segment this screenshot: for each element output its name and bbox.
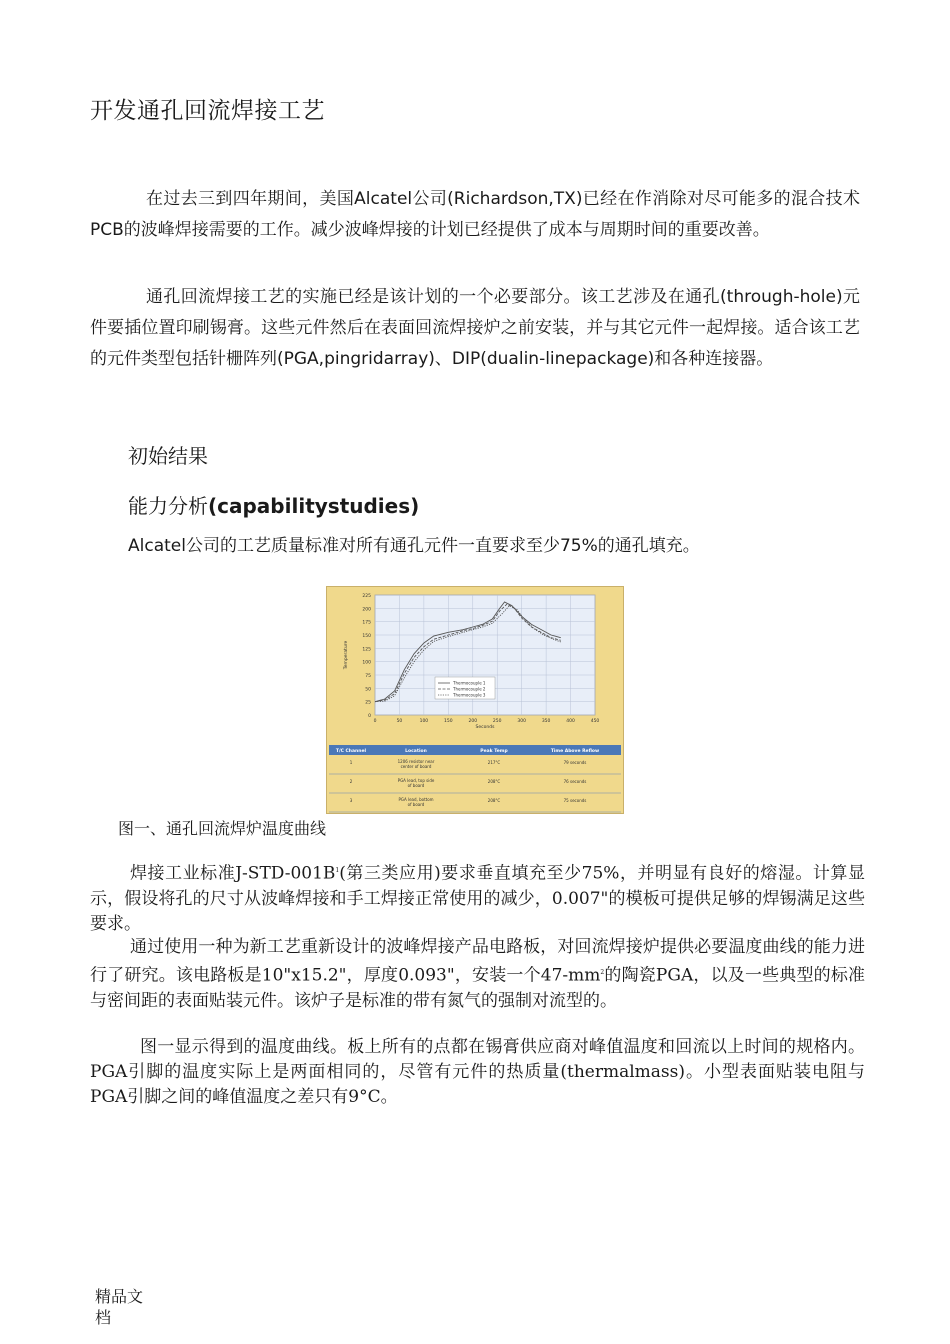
x-tick-label: 200 — [468, 719, 478, 724]
table-cell: center of board — [400, 764, 432, 769]
figure-caption: 图一、通孔回流焊炉温度曲线 — [118, 819, 327, 838]
x-tick-label: 400 — [566, 719, 575, 724]
y-tick-label: 50 — [365, 687, 371, 693]
table-cell: PGA lead, bottom — [398, 797, 434, 802]
table-cell: 208°C — [487, 779, 501, 784]
paragraph3-text-a: 焊接工业标准J-STD-001B — [130, 863, 336, 884]
heading-capability-cn: 能力分析 — [128, 494, 208, 518]
paragraph-results: 图一显示得到的温度曲线。板上所有的点都在锡膏供应商对峰值温度和回流以上时间的规格内。PGA引脚的温度实际上是两面相同的，尽管有元件的热质量(thermalmass)。小型表面贴装电阻与PGA引脚之间的峰值温度之差只有9°C。 — [90, 1037, 865, 1107]
paragraph4-text-a: 通过使用一种为新工艺重新设计的波峰焊接产品电路板，对回流焊接炉提供必要温度曲线的能力进行了研究。该电路板是10"x15.2"，厚度0.093"，安装一个47-mm — [90, 937, 865, 986]
table-cell: PGA lead, top side — [397, 778, 435, 783]
table-cell: 208°C — [487, 798, 501, 803]
x-tick-label: 350 — [541, 719, 551, 724]
temperature-chart — [327, 587, 623, 813]
x-tick-label: 50 — [396, 719, 403, 724]
legend-label-2: Thermocouple 2 — [453, 686, 486, 692]
paragraph-board — [90, 935, 865, 1014]
y-axis-label: Temperature — [344, 640, 349, 670]
temperature-profile-figure — [326, 586, 624, 814]
table-header-cell: Location — [405, 749, 427, 754]
heading-initial-results: 初始结果 — [128, 444, 208, 468]
table-cell: 79 seconds — [563, 760, 587, 765]
y-tick-label: 25 — [365, 700, 371, 706]
table-header-cell: Peak Temp — [480, 749, 508, 754]
x-tick-label: 0 — [373, 719, 377, 724]
table-header-cell: T/C Channel — [335, 749, 367, 754]
x-tick-label: 300 — [517, 719, 526, 724]
table-cell: 2 — [349, 779, 353, 784]
table-cell: 3 — [349, 798, 353, 803]
y-tick-label: 175 — [362, 620, 371, 626]
table-header-cell: Time Above Reflow — [550, 749, 600, 754]
x-tick-label: 100 — [419, 719, 429, 724]
x-tick-label: 450 — [590, 719, 600, 724]
y-tick-label: 225 — [362, 594, 371, 599]
y-tick-label: 75 — [365, 674, 371, 679]
y-tick-label: 125 — [362, 647, 371, 653]
x-tick-label: 250 — [492, 719, 502, 724]
document-title: 开发通孔回流焊接工艺 — [90, 98, 325, 124]
table-cell: of board — [407, 802, 425, 807]
paragraph3-text-b: (第三类应用)要求垂直填充至少75%，并明显有良好的熔湿。计算显示，假设将孔的尺寸从波峰焊接和手工焊接正常使用的减少，0.007"的模板可提供足够的焊锡满足这些要求。 — [90, 863, 865, 934]
paragraph-intro: 在过去三到四年期间，美国Alcatel公司(Richardson,TX)已经在作消除对尽可能多的混合技术PCB的波峰焊接需要的工作。减少波峰焊接的计划已经提供了成本与周期时间的重要改善。 — [90, 189, 860, 240]
legend-label-1: Thermocouple 1 — [453, 680, 486, 686]
footnote-2: 2 — [600, 969, 605, 976]
heading-capability-en: (capabilitystudies) — [208, 494, 420, 518]
table-cell: 76 seconds — [563, 779, 587, 784]
footnote-1: 1 — [335, 867, 340, 874]
table-cell: 1206 resistor near — [397, 759, 435, 764]
x-axis-label: Seconds — [475, 725, 495, 730]
table-cell: 75 seconds — [563, 798, 587, 803]
heading-capability — [128, 490, 419, 519]
y-tick-label: 200 — [362, 607, 371, 613]
table-cell: of board — [407, 783, 425, 788]
y-tick-label: 150 — [362, 634, 371, 639]
table-cell: 217°C — [487, 760, 501, 765]
footer-watermark-text: 精品文档 — [95, 1287, 144, 1327]
x-tick-label: 150 — [444, 719, 453, 724]
quality-standard-line: Alcatel公司的工艺质量标准对所有通孔元件一直要求至少75%的通孔填充。 — [128, 536, 700, 556]
paragraph-standard — [90, 858, 865, 937]
paragraph4-text-b: 的陶瓷PGA，以及一些典型的标准与密间距的表面贴装元件。该炉子是标准的带有氮气的强制对流型的。 — [90, 965, 866, 1011]
y-tick-label: 100 — [362, 660, 371, 666]
table-cell: 1 — [349, 760, 353, 765]
legend-label-3: Thermocouple 3 — [453, 692, 486, 698]
y-tick-label: 0 — [368, 714, 371, 719]
paragraph-through-hole: 通孔回流焊接工艺的实施已经是该计划的一个必要部分。该工艺涉及在通孔(through-hole)元件要插位置印刷锡膏。这些元件然后在表面回流焊接炉之前安装，并与其它元件一起焊接。适合该工艺的元件类型包括针栅阵列(PGA,pingridarray)、DIP(dualin-linepackage)和各种连接器。 — [90, 287, 860, 369]
